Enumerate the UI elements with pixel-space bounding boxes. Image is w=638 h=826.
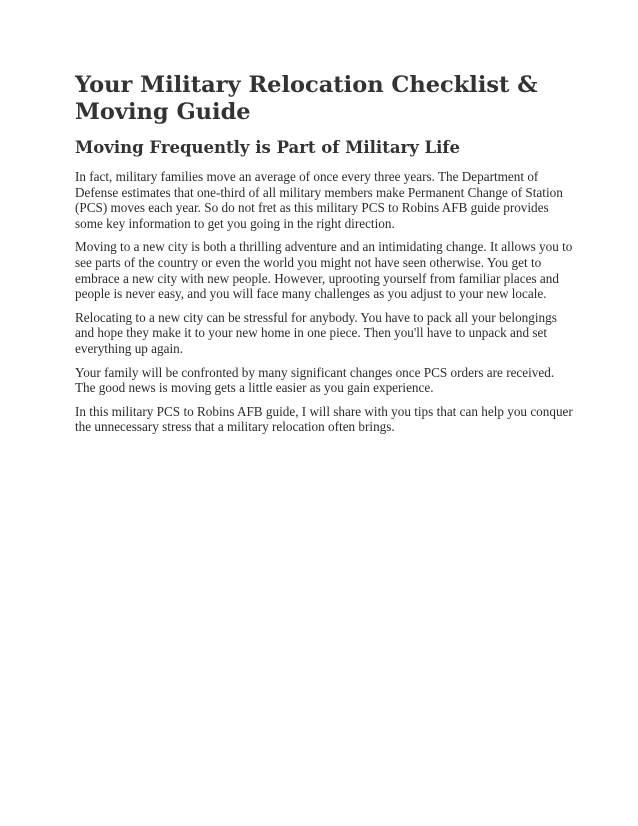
- paragraph-4: Your family will be confronted by many significant changes once PCS orders are received. The good news is moving gets a little easier as you gain experience.: [75, 364, 555, 396]
- paragraph-1: In fact, military families move an average of once every three years. The Department of Defense estimates that one-third of all military members make Permanent Change of Station (PCS) moves each year. So do not fret as this military PCS to Robins AFB guide provides some key information to get you going in the right direction.: [75, 169, 563, 231]
- document-page: [75, 72, 575, 443]
- paragraph-3: Relocating to a new city can be stressful for anybody. You have to pack all your belongings and hope they make it to your new home in one piece. Then you'll have to unpack and set everything up again.: [75, 309, 557, 356]
- paragraph-5: In this military PCS to Robins AFB guide, I will share with you tips that can help you conquer the unnecessary stress that a military relocation often brings.: [75, 403, 573, 435]
- paragraph-2: Moving to a new city is both a thrilling adventure and an intimidating change. It allows you to see parts of the country or even the world you might not have seen otherwise. You get to embrace a new city with new people. However, uprooting yourself from familiar places and people is never easy, and you will face many challenges as you adjust to your new locale.: [75, 239, 573, 302]
- document-title: Your Military Relocation Checklist & Moving Guide: [75, 72, 538, 125]
- section-heading: Moving Frequently is Part of Military Life: [75, 138, 461, 157]
